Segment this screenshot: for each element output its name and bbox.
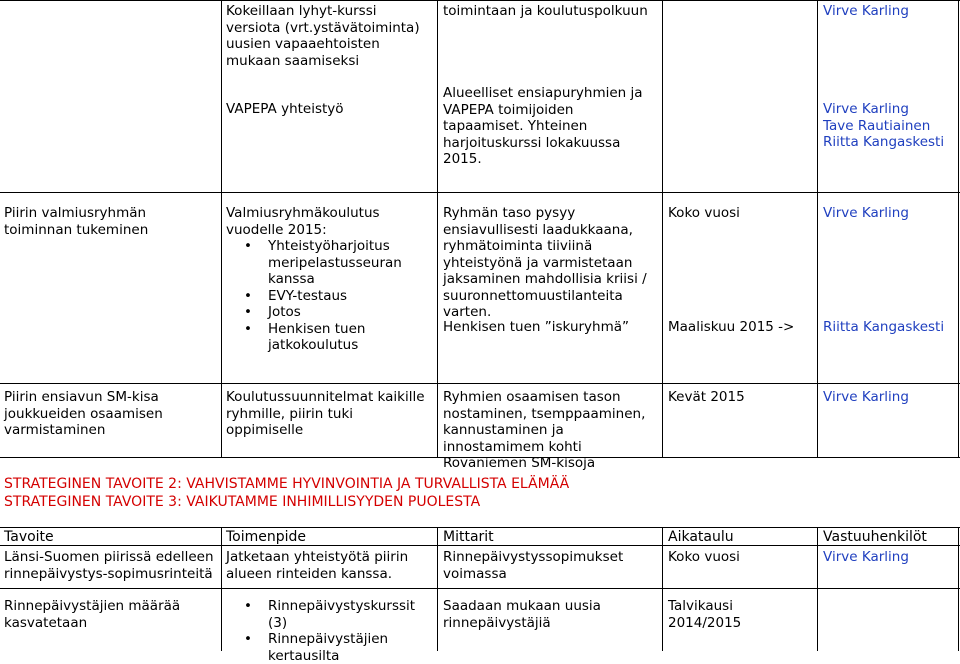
responsible-person: Virve Karling xyxy=(823,101,909,117)
row1-activity: Kokeillaan lyhyt-kurssi versiota (vrt.ystävätoiminta) uusien vapaaehtoisten mukaan saamiseksi xyxy=(226,3,420,69)
grid-line xyxy=(817,0,818,458)
header-schedule: Aikataulu xyxy=(668,529,734,545)
row3-goal: Piirin valmiusryhmän toiminnan tukeminen xyxy=(4,205,149,238)
row2-measure: Alueelliset ensiapuryhmien ja VAPEPA toimijoiden tapaamiset. Yhteinen harjoituskurssi lokakuussa 2015. xyxy=(443,85,643,167)
list-item: • Yhteistyöharjoitus meripelastusseuran kanssa xyxy=(224,238,414,288)
header-metrics: Mittarit xyxy=(443,529,494,545)
grid-line xyxy=(0,588,960,589)
row1-measure: toimintaan ja koulutuspolkuun xyxy=(443,3,648,19)
list-item: • Rinnepäivystäjien kertausilta xyxy=(224,631,434,664)
grid-line xyxy=(221,0,222,458)
grid-line xyxy=(0,192,960,193)
row4-measure: Ryhmien osaamisen tason nostaminen, tsemppaaminen, kannustaminen ja innostamimem kohti Rovaniemen SM-kisoja xyxy=(443,389,646,471)
list-item: • Rinnepäivystyskurssit (3) xyxy=(224,598,434,631)
row3-responsible-b: Riitta Kangaskesti xyxy=(823,319,945,335)
header-responsible: Vastuuhenkilöt xyxy=(823,529,927,545)
row3-activity-intro: Valmiusryhmäkoulutus vuodelle 2015: xyxy=(226,205,380,238)
grid-line xyxy=(437,0,438,458)
responsible-person: Riitta Kangaskesti xyxy=(823,134,945,150)
grid-line xyxy=(958,527,959,651)
bottom-row2-metrics: Saadaan mukaan uusia rinnepäivystäjiä xyxy=(443,598,601,631)
grid-line xyxy=(437,527,438,651)
list-item: • Jotos xyxy=(224,304,414,321)
row4-schedule: Kevät 2015 xyxy=(668,389,745,405)
grid-line xyxy=(817,527,818,651)
row3-measure-a: Ryhmän taso pysyy ensiavullisesti laadukkaana, ryhmätoiminta tiiviinä yhteistyönä ja varmistetaan jaksaminen mahdollisia kriisi / suuronnettomuustilanteita varten. xyxy=(443,205,647,320)
bottom-row1-action: Jatketaan yhteistyötä piirin alueen rinteiden kanssa. xyxy=(226,549,409,582)
bottom-row1-responsible: Virve Karling xyxy=(823,549,909,565)
list-item: • Henkisen tuen jatkokoulutus xyxy=(224,321,414,354)
header-goal: Tavoite xyxy=(4,529,54,545)
row4-activity: Koulutussuunnitelmat kaikille ryhmille, piirin tuki oppimiselle xyxy=(226,389,425,438)
row3-measure-b: Henkisen tuen ”iskuryhmä” xyxy=(443,319,630,335)
row2-activity: VAPEPA yhteistyö xyxy=(226,101,344,117)
header-action: Toimenpide xyxy=(226,529,307,545)
row4-goal: Piirin ensiavun SM-kisa joukkueiden osaamisen varmistaminen xyxy=(4,389,163,438)
grid-line xyxy=(0,527,960,528)
bottom-row1-metrics: Rinnepäivystyssopimukset voimassa xyxy=(443,549,624,582)
row1-responsible: Virve Karling xyxy=(823,3,909,19)
grid-line xyxy=(221,527,222,651)
row3-schedule-b: Maaliskuu 2015 -> xyxy=(668,319,795,335)
row3-schedule-a: Koko vuosi xyxy=(668,205,740,221)
bottom-row2-action-list xyxy=(224,598,434,664)
row4-responsible: Virve Karling xyxy=(823,389,909,405)
row3-responsible-a: Virve Karling xyxy=(823,205,909,221)
bottom-row1-goal: Länsi-Suomen piirissä edelleen rinnepäivystys-sopimusrinteitä xyxy=(4,549,214,582)
bottom-row2-schedule: Talvikausi 2014/2015 xyxy=(668,598,742,631)
grid-line xyxy=(958,0,959,458)
strategic-goal-2: STRATEGINEN TAVOITE 2: VAHVISTAMME HYVINVOINTIA JA TURVALLISTA ELÄMÄÄ xyxy=(4,476,570,492)
row3-activity xyxy=(226,205,431,354)
row3-activity-list xyxy=(224,238,414,354)
grid-line xyxy=(0,0,960,1)
grid-line xyxy=(662,527,663,651)
responsible-person: Tave Rautiainen xyxy=(823,117,931,134)
row2-responsible xyxy=(823,101,953,151)
list-item: • EVY-testaus xyxy=(224,288,414,305)
grid-line xyxy=(0,383,960,384)
bottom-row2-goal: Rinnepäivystäjien määrää kasvatetaan xyxy=(4,598,181,631)
bottom-row1-schedule: Koko vuosi xyxy=(668,549,740,565)
strategic-goal-3: STRATEGINEN TAVOITE 3: VAIKUTAMME INHIMILLISYYDEN PUOLESTA xyxy=(4,494,481,510)
